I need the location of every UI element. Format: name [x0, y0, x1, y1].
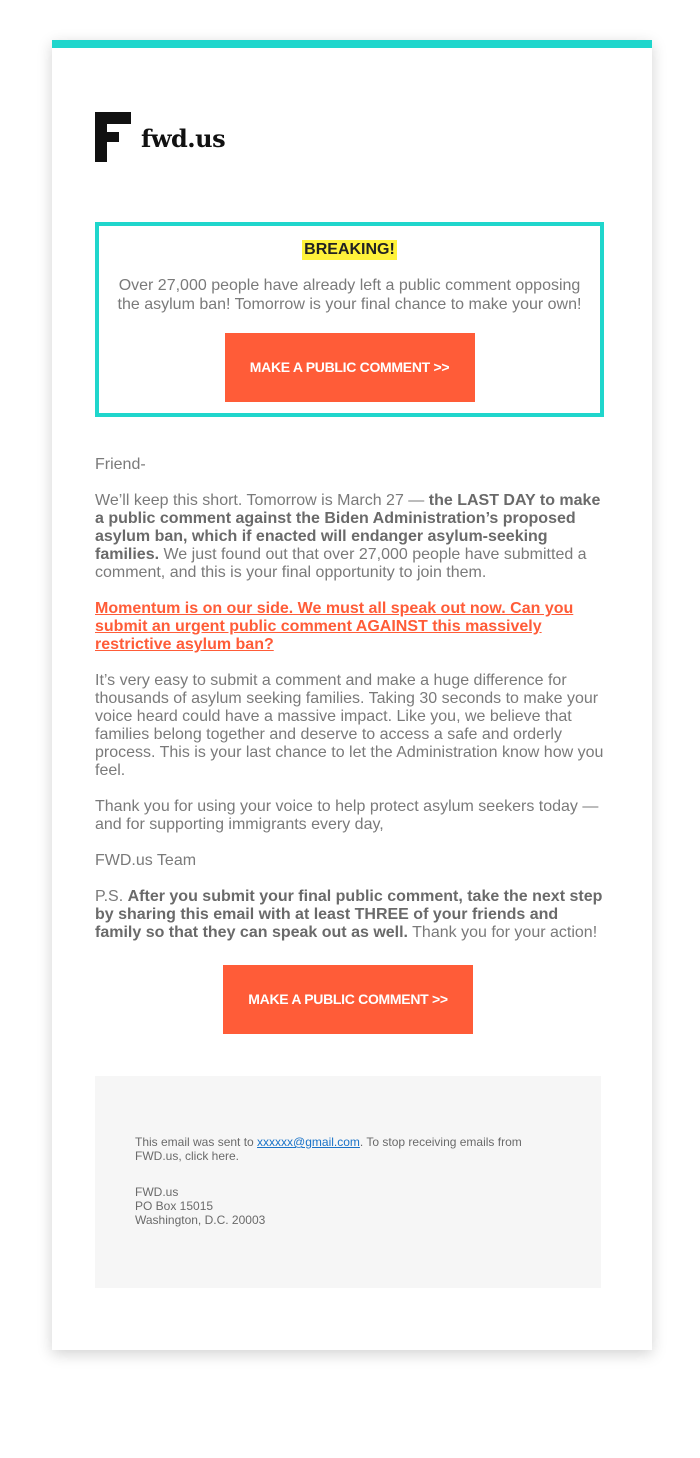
- logo-wordmark: fwd.us: [141, 123, 226, 153]
- paragraph-thanks: Thank you for using your voice to help protect asylum seekers today — and for supporting immigrants every day,: [95, 798, 599, 833]
- bottom-cta-wrap: [223, 965, 473, 1034]
- email-card: [52, 40, 652, 1350]
- footer-po-box: PO Box 15015: [135, 1199, 214, 1213]
- footer-address: [135, 1185, 535, 1227]
- email-footer: [95, 1076, 601, 1288]
- paragraph-urgent: [95, 600, 605, 654]
- paragraph-intro: We’ll keep this short. Tomorrow is March 27 — the LAST DAY to make a public comment against the Biden Administration’s proposed asylum ban, which if enacted will endanger asylum-seeking families. We just found out that over 27,000 people have submitted a comment, and this is your final opportunity to join them.: [95, 492, 601, 581]
- ps-bold: After you submit your final public comment, take the next step by sharing this email with at least THREE of your friends and family so that they can speak out as well.: [95, 888, 603, 941]
- email-body: [95, 456, 605, 960]
- intro-bold: the LAST DAY to make a public comment against the Biden Administration’s proposed asylum ban, which if enacted will endanger asylum-seeking families.: [95, 492, 601, 563]
- make-public-comment-button-bottom[interactable]: MAKE A PUBLIC COMMENT >>: [223, 965, 473, 1034]
- breaking-callout: [95, 222, 604, 417]
- unsubscribe-text[interactable]: . To stop receiving emails from FWD.us, click here.: [135, 1135, 522, 1163]
- breaking-text: Over 27,000 people have already left a public comment opposing the asylum ban! Tomorrow is your final chance to make your own!: [117, 277, 582, 313]
- footer-org: FWD.us: [135, 1185, 179, 1199]
- fwd-us-logo[interactable]: [95, 112, 225, 162]
- signoff: FWD.us Team: [95, 852, 197, 869]
- footer-sent-notice: This email was sent to xxxxxx@gmail.com. To stop receiving emails from FWD.us, click here.: [135, 1135, 522, 1163]
- footer-content: [135, 1135, 535, 1227]
- urgent-comment-link[interactable]: Momentum is on our side. We must all speak out now. Can you submit an urgent public comment AGAINST this massively restrictive asylum ban?: [95, 600, 574, 653]
- breaking-tag: BREAKING!: [304, 241, 395, 258]
- accent-top-bar: [52, 40, 652, 48]
- fwd-logo-icon: [95, 112, 131, 162]
- make-public-comment-button-top[interactable]: MAKE A PUBLIC COMMENT >>: [225, 333, 475, 402]
- recipient-email-link[interactable]: xxxxxx@gmail.com: [257, 1135, 360, 1149]
- greeting: Friend-: [95, 456, 146, 473]
- paragraph-details: It’s very easy to submit a comment and make a huge difference for thousands of asylum seeking families. Taking 30 seconds to make your voice heard could have a massive impact. Like you, we believe that families belong together and deserve to access a safe and orderly process. This is your last chance to let the Administration know how you feel.: [95, 672, 604, 779]
- footer-city: Washington, D.C. 20003: [135, 1213, 266, 1227]
- paragraph-ps: P.S. After you submit your final public comment, take the next step by sharing this email with at least THREE of your friends and family so that they can speak out as well. Thank you for your action!: [95, 888, 603, 941]
